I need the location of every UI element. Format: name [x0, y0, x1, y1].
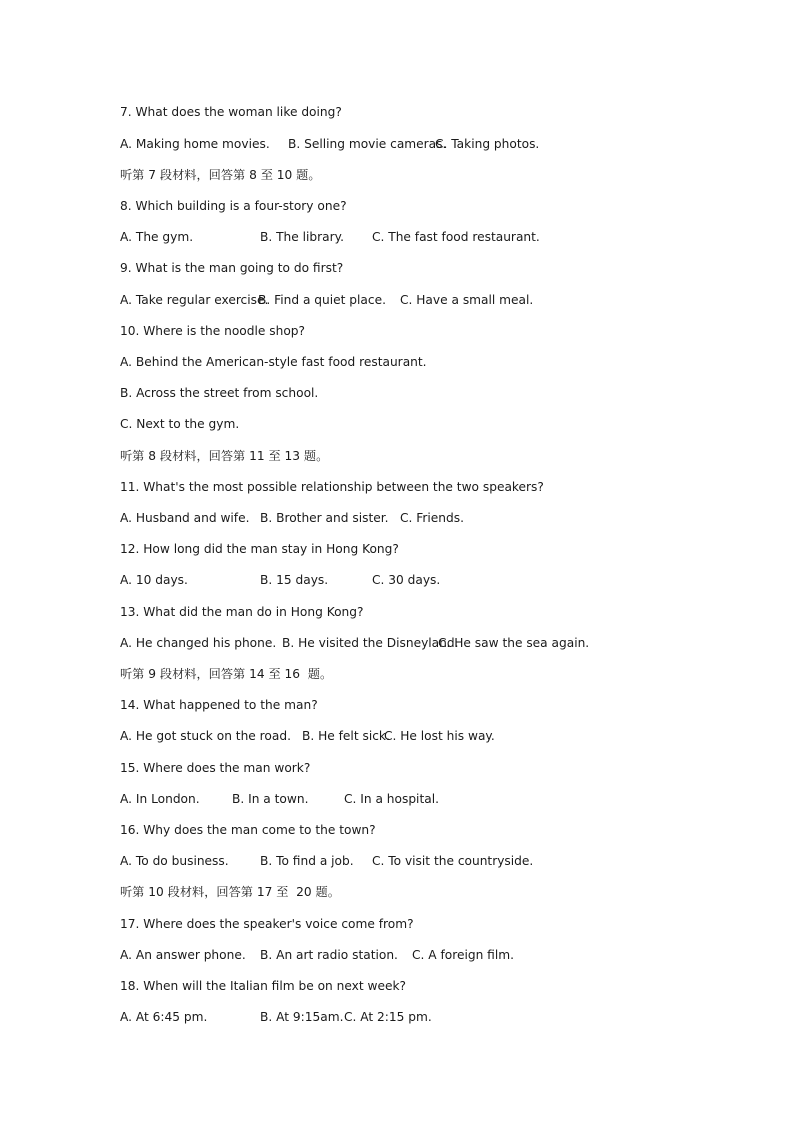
option-15c: C. In a hospital. [344, 792, 439, 806]
option-8a: A. The gym. [120, 230, 194, 244]
option-18c: C. At 2:15 pm. [344, 1010, 432, 1024]
question-17: 17. Where does the speaker's voice come from? [120, 917, 414, 931]
option-12a: A. 10 days. [120, 573, 188, 587]
option-11c: C. Friends. [400, 511, 464, 525]
option-16c: C. To visit the countryside. [372, 854, 534, 868]
options-18 [120, 1009, 432, 1089]
question-9: 9. What is the man going to do first? [120, 261, 344, 275]
option-15b: B. In a town. [232, 792, 309, 806]
option-9b: B. Find a quiet place. [258, 293, 386, 307]
option-9c: C. Have a small meal. [400, 293, 534, 307]
question-18: 18. When will the Italian film be on next week? [120, 979, 407, 993]
option-17c: C. A foreign film. [412, 948, 514, 962]
option-10b: B. Across the street from school. [120, 386, 319, 400]
question-16: 16. Why does the man come to the town? [120, 823, 376, 837]
option-13b: B. He visited the Disneyland. [282, 636, 459, 650]
option-12c: C. 30 days. [372, 573, 441, 587]
option-14c: C. He lost his way. [384, 729, 495, 743]
option-14a: A. He got stuck on the road. [120, 729, 291, 743]
option-7b: B. Selling movie cameras. [288, 137, 447, 151]
option-18b: B. At 9:15am. [260, 1010, 344, 1024]
section-heading-8: 听第 8 段材料，回答第 11 至 13 题。 [120, 449, 329, 463]
question-8: 8. Which building is a four-story one? [120, 199, 347, 213]
option-8b: B. The library. [260, 230, 344, 244]
option-10c: C. Next to the gym. [120, 417, 240, 431]
option-14b: B. He felt sick. [302, 729, 390, 743]
option-11a: A. Husband and wife. [120, 511, 250, 525]
option-17b: B. An art radio station. [260, 948, 398, 962]
option-16b: B. To find a job. [260, 854, 354, 868]
section-heading-7: 听第 7 段材料，回答第 8 至 10 题。 [120, 168, 321, 182]
option-18a: A. At 6:45 pm. [120, 1010, 208, 1024]
section-heading-10: 听第 10 段材料，回答第 17 至 20 题。 [120, 885, 340, 899]
option-16a: A. To do business. [120, 854, 229, 868]
option-17a: A. An answer phone. [120, 948, 246, 962]
option-15a: A. In London. [120, 792, 200, 806]
question-10: 10. Where is the noodle shop? [120, 324, 305, 338]
question-11: 11. What's the most possible relationship between the two speakers? [120, 480, 544, 494]
option-7a: A. Making home movies. [120, 137, 270, 151]
question-13: 13. What did the man do in Hong Kong? [120, 605, 364, 619]
question-15: 15. Where does the man work? [120, 761, 311, 775]
question-12: 12. How long did the man stay in Hong Kong? [120, 542, 399, 556]
question-14: 14. What happened to the man? [120, 698, 318, 712]
option-12b: B. 15 days. [260, 573, 329, 587]
option-13a: A. He changed his phone. [120, 636, 277, 650]
option-8c: C. The fast food restaurant. [372, 230, 540, 244]
option-9a: A. Take regular exercise. [120, 293, 269, 307]
section-heading-9: 听第 9 段材料，回答第 14 至 16 题。 [120, 667, 333, 681]
option-7c: C. Taking photos. [435, 137, 540, 151]
option-10a: A. Behind the American-style fast food restaurant. [120, 355, 427, 369]
option-13c: C. He saw the sea again. [438, 636, 590, 650]
option-11b: B. Brother and sister. [260, 511, 389, 525]
question-7: 7. What does the woman like doing? [120, 105, 342, 119]
